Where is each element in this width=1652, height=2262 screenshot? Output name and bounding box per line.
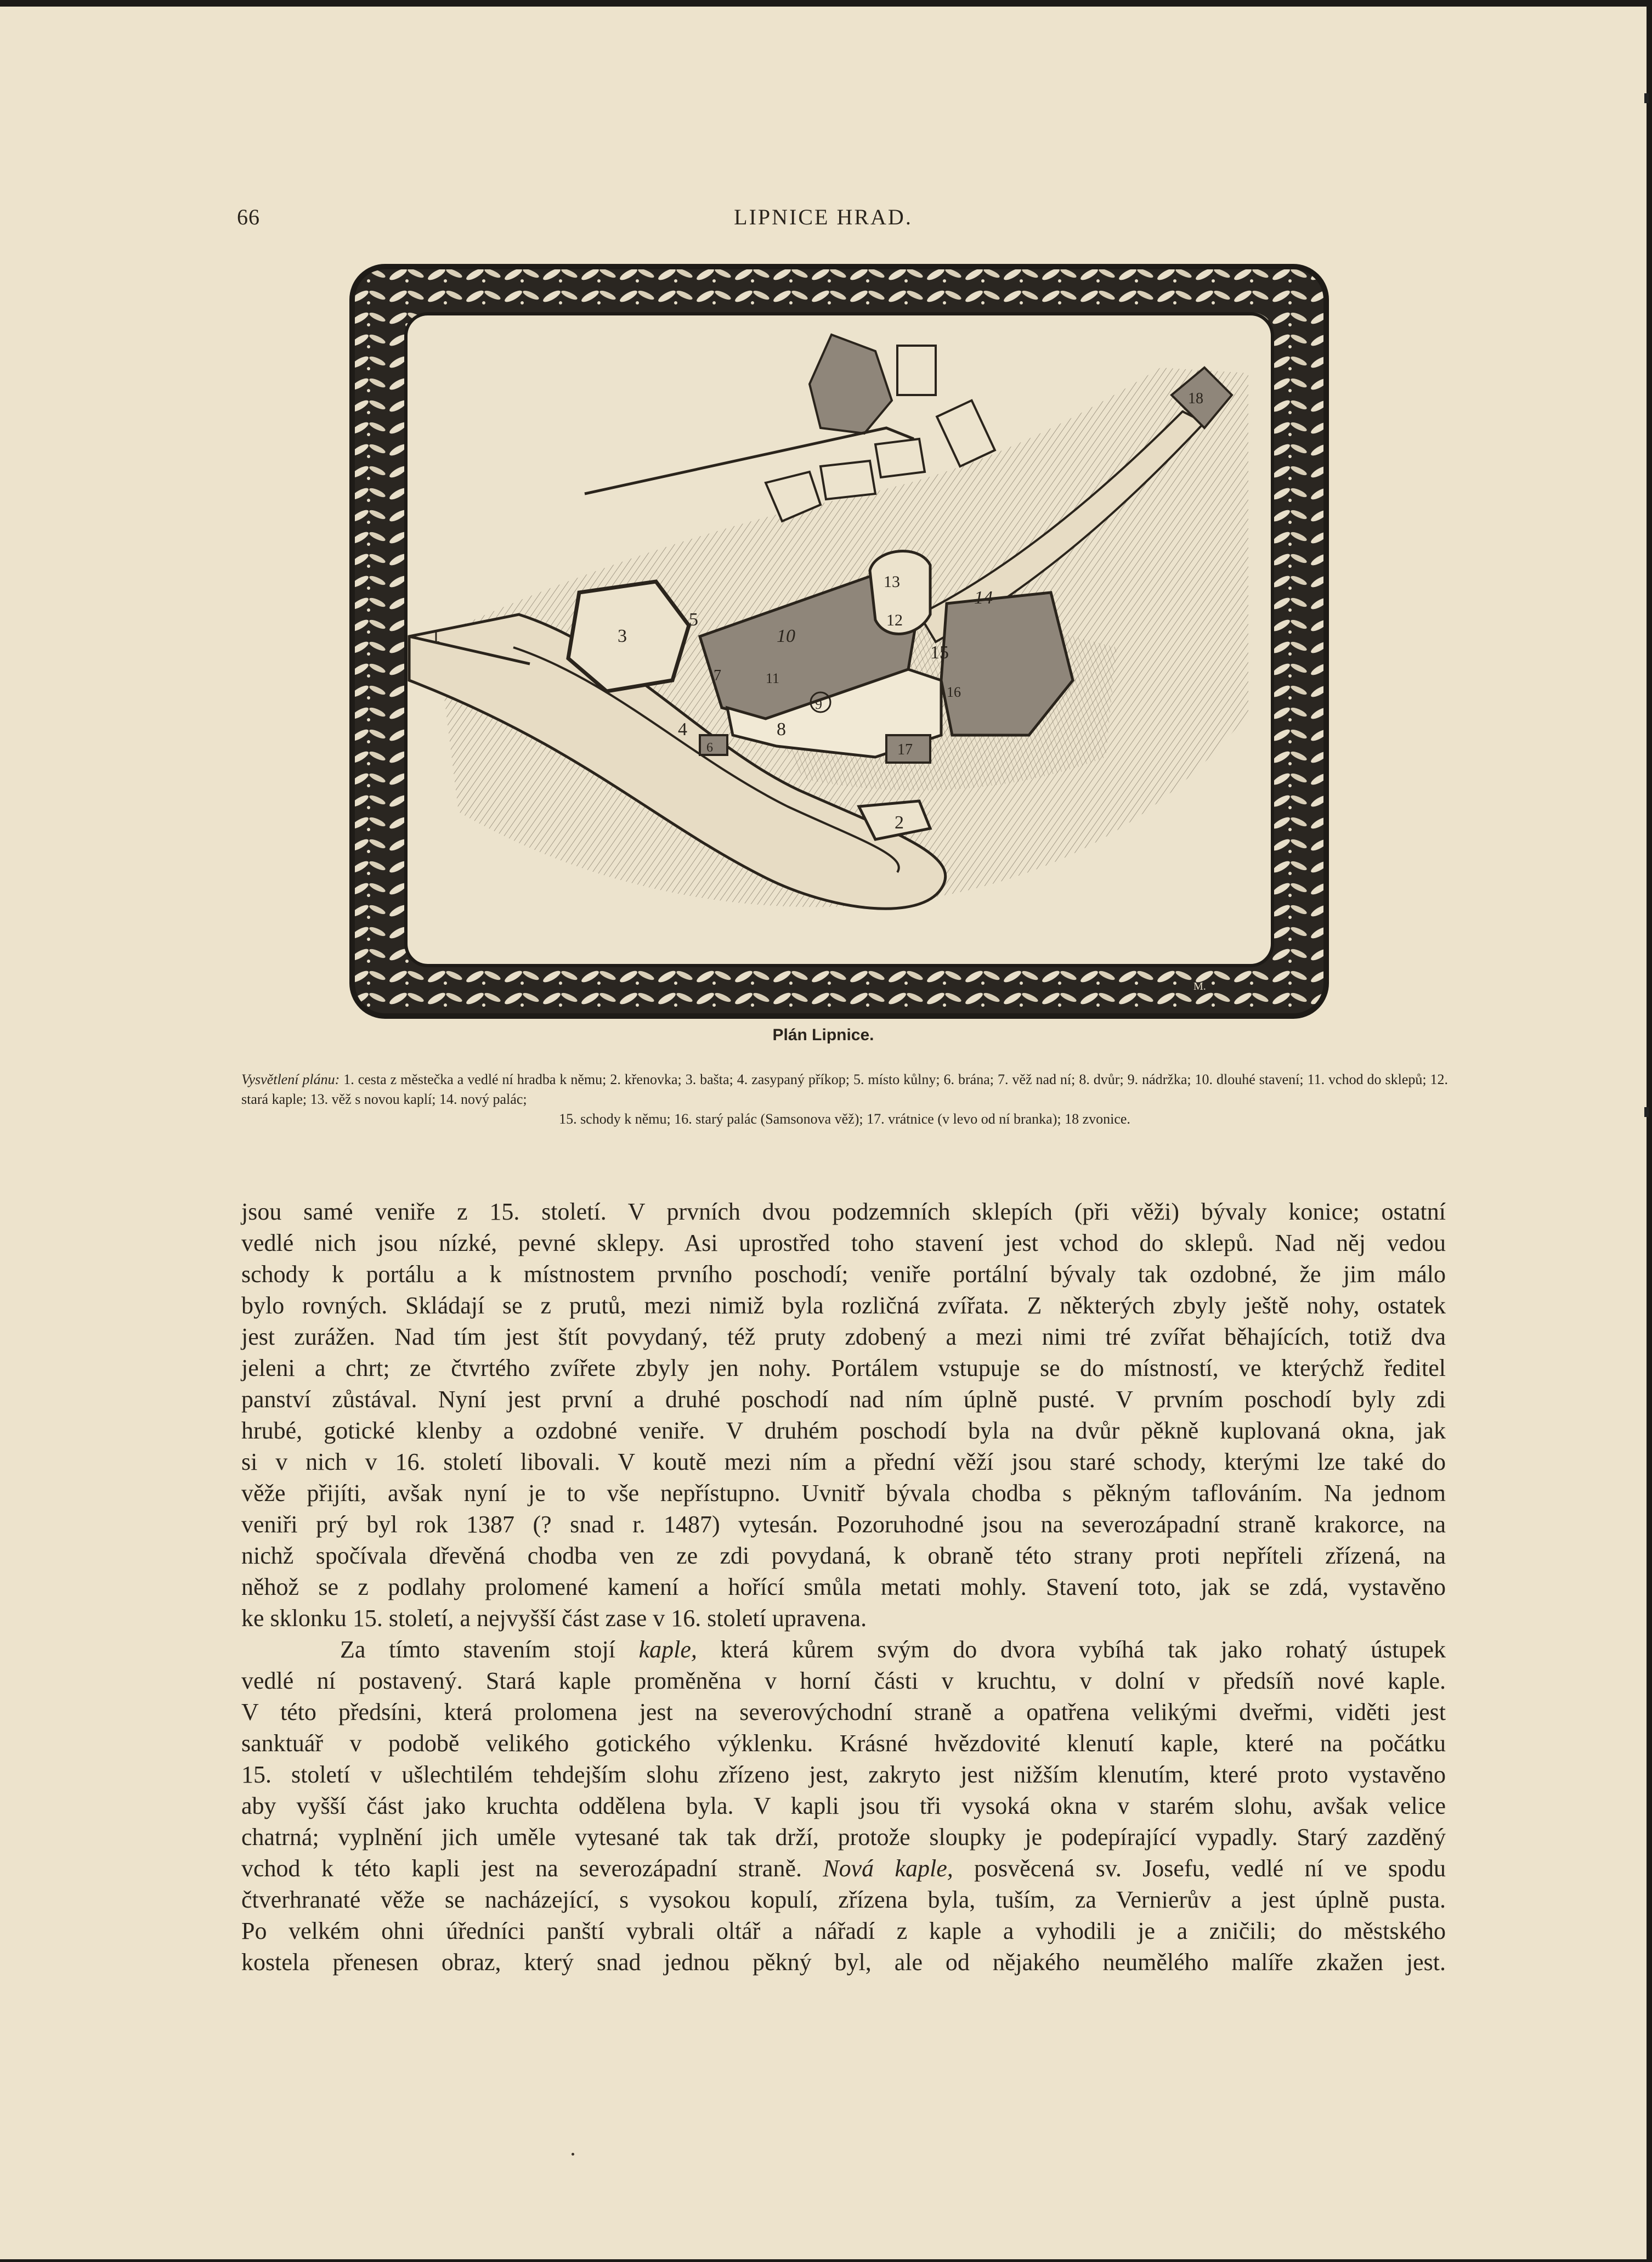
line: ke sklonku 15. století, a nejvyšší část zase v 16. století upravena.	[241, 1605, 867, 1632]
line: bylo rovných. Skládají se z prutů, mezi nimiž byla rozličná zvířata. Z některých zbyly ještě nohy, ostatek	[241, 1292, 1446, 1319]
line: schody k portálu a k místnostem prvního poschodí; veniře portální bývaly tak ozdobné, že jim málo	[241, 1261, 1446, 1288]
line: panství zůstával. Nyní jest první a druhé poschodí nad ním úplně pusté. V prvním poschodí byly zdi	[241, 1386, 1446, 1413]
plan-label-11: 11	[766, 670, 780, 686]
plan-label-3: 3	[618, 626, 627, 646]
line: věže přijíti, avšak nyní je to vše nepřístupno. Uvnitř bývala chodba s pěkným taflováním. Na jednom	[241, 1480, 1446, 1507]
plan-label-6: 6	[706, 741, 713, 755]
ink-speck	[572, 2153, 574, 2156]
town-house-a	[897, 346, 936, 395]
plan-label-18: 18	[1188, 390, 1203, 407]
plan-label-17: 17	[897, 741, 913, 758]
legend-line-2: 7. věž nad ní; 8. dvůr; 9. nádržka; 10. dlouhé stavení; 11. vchod do sklepů; 12. stará kaple; 13. věž s novou kaplí; 14. nový palác;	[241, 1071, 1449, 1107]
line: si v nich v 16. století libovali. V koutě mezi ním a přední věží jsou staré schody, kterými lze také do	[241, 1448, 1446, 1475]
castle-plan-illustration	[349, 263, 1329, 1019]
line	[241, 1853, 1446, 1884]
legend-line-3: 15. schody k němu; 16. starý palác (Samsonova věž); 17. vrátnice (v levo od ní branka); 18 zvonice.	[559, 1111, 1130, 1127]
text: která kůrem svým do dvora vybíhá tak jako rohatý ústupek	[720, 1636, 1446, 1663]
term-kaple: kaple,	[638, 1636, 697, 1663]
line: sanktuář v podobě velikého gotického výklenku. Krásné hvězdovité klenutí kaple, které na počátku	[241, 1730, 1446, 1757]
plan-label-12: 12	[886, 611, 903, 629]
running-title: LIPNICE HRAD.	[734, 205, 913, 229]
line: čtverhranaté věže se nacházející, s vysokou kopulí, zřízena byla, tuším, za Vernierův a jest úplně pusta.	[241, 1886, 1446, 1913]
line: kostela přenesen obraz, který snad jednou pěkný byl, ale od nějakého neumělého malíře zkažen jest.	[241, 1949, 1446, 1976]
plan-label-5: 5	[689, 610, 698, 630]
line: Po velkém ohni úředníci panští vybrali oltář a nářadí z kaple a vyhodili je a zničili; do městského	[241, 1917, 1446, 1944]
caption-title: Plán Lipnice.	[772, 1026, 874, 1044]
text: Za tímto stavením stojí	[340, 1636, 615, 1663]
plan-signature: M.	[1193, 980, 1206, 992]
plan-label-8: 8	[777, 719, 786, 740]
plan-label-9: 9	[815, 696, 822, 712]
scan-edge-mark	[1644, 1107, 1649, 1117]
line	[241, 1634, 1446, 1665]
plan-label-15: 15	[930, 642, 949, 663]
plan-label-1: 1	[431, 626, 440, 646]
line: aby vyšší část jako kruchta oddělena byla. V kapli jsou tři vysoká okna v starém slohu, avšak velice	[241, 1792, 1446, 1819]
legend-head: Vysvětlení plánu:	[241, 1071, 340, 1087]
line: V této předsíni, která prolomena jest na severovýchodní straně a opatřena velikými dveřmi, viděti jest	[241, 1699, 1446, 1725]
gate-6	[700, 735, 727, 755]
plan-label-2: 2	[895, 813, 904, 833]
legend-line-1: 1. cesta z městečka a vedlé ní hradba k němu; 2. křenovka; 3. bašta; 4. zasypaný příkop; 5. místo kůlny; 6. brána;	[343, 1071, 994, 1087]
plan-label-13: 13	[884, 573, 900, 591]
line: hrubé, gotické klenby a ozdobné veniře. V druhém poschodí byla na dvůr pěkně kuplovaná okna, jak	[241, 1417, 1446, 1444]
line: něhož se z podlahy prolomené kamení a hořící smůla metati mohly. Stavení toto, jak se zdá, vystavěno	[241, 1573, 1446, 1600]
text: posvěcená sv. Josefu, vedlé ní ve spodu	[974, 1855, 1446, 1882]
line: jeleni a chrt; ze čtvrtého zvířete zbyly jen nohy. Portálem vstupuje se do místností, ve kterýchž ředitel	[241, 1355, 1446, 1381]
plan-label-7: 7	[714, 667, 721, 684]
line: jest zurážen. Nad tím jest štít povydaný, též pruty zdobený a mezi nimi tré zvířat běhajících, totiž dva	[241, 1323, 1446, 1350]
line: 15. století v ušlechtilém tehdejším slohu zřízeno jest, zakryto jest nižším klenutím, které proto vystavěno	[241, 1761, 1446, 1788]
line: jsou samé veniře z 15. století. V prvních dvou podzemních sklepích (při věži) bývaly konice; ostatní	[241, 1198, 1446, 1225]
plan-label-16: 16	[947, 684, 961, 700]
line: chatrná; vyplnění jich uměle vytesané tak tak drží, protože sloupky je podepírající vypadly. Starý zazděný	[241, 1824, 1446, 1851]
running-head	[0, 204, 1647, 237]
book-page	[0, 7, 1647, 2259]
term-nova-kaple: Nová kaple,	[823, 1855, 953, 1882]
text: vchod k této kapli jest na severozápadní straně.	[241, 1855, 802, 1882]
line: vedlé nich jsou nízké, pevné sklepy. Asi uprostřed toho stavení jest vchod do sklepů. Nad něj vedou	[241, 1229, 1446, 1256]
plan-legend	[241, 1070, 1448, 1129]
scan-edge-mark	[1644, 93, 1649, 103]
plan-label-10: 10	[777, 626, 795, 646]
line: veniři prý byl rok 1387 (? snad r. 1487) vytesán. Pozoruhodné jsou na severozápadní straně krakorce, na	[241, 1511, 1446, 1538]
body-text	[241, 1196, 1446, 1978]
page-number: 66	[237, 205, 260, 229]
line: vedlé ní postavený. Stará kaple proměněna v horní části v kruchtu, v dolní v předsíň nové kaple.	[241, 1667, 1446, 1694]
plan-label-4: 4	[678, 719, 687, 740]
line: nichž spočívala dřevěná chodba ven ze zdi povydaná, k obraně této strany proti nepříteli zřízená, na	[241, 1542, 1446, 1569]
plan-label-14: 14	[974, 588, 993, 608]
